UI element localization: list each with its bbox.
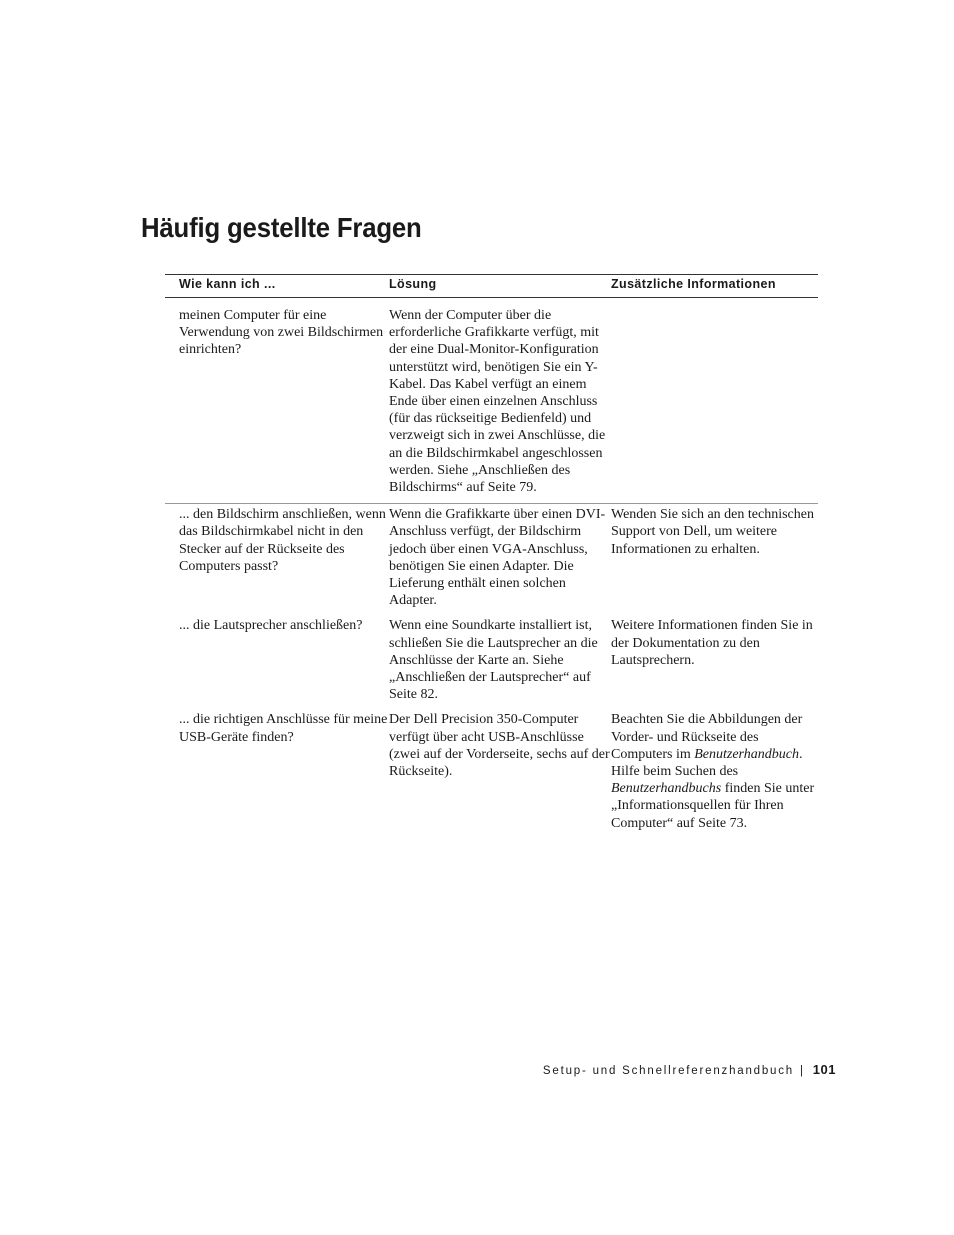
manual-title: Benutzerhandbuchs [611,781,722,797]
question-cell: meinen Computer für eine Verwendung von zwei Bildschirmen einrichten? [179,308,384,358]
faq-table [165,274,818,839]
info-text: Beachten Sie die Abbildungen der Vorder- und Rückseite des Computers im [611,712,803,762]
page-number: 101 [812,1062,836,1077]
info-cell: Weitere Informationen finden Sie in der Dokumentation zu den Lautsprechern. [611,618,813,668]
table-header-row [165,275,818,298]
column-header-solution: Lösung [389,275,611,298]
column-header-info: Zusätzliche Informationen [611,275,818,298]
column-header-question: Wie kann ich ... [165,275,389,298]
question-cell: ... den Bildschirm anschließen, wenn das Bildschirmkabel nicht in den Stecker auf der Rückseite des Computers passt? [165,504,389,617]
page-footer [543,1062,836,1077]
info-text: . Hilfe beim Suchen des [611,746,803,780]
question-cell: ... die Lautsprecher anschließen? [179,618,363,634]
solution-cell: Wenn eine Soundkarte installiert ist, schließen Sie die Lautsprecher an die Anschlüsse der Karte an. Siehe „Anschließen der Lautsprecher“ auf Seite 82. [389,618,598,703]
table-row [165,616,818,710]
info-cell [611,298,818,504]
question-cell: ... die richtigen Anschlüsse für meine USB-Geräte finden? [179,712,388,745]
info-cell: Wenden Sie sich an den technischen Support von Dell, um weitere Informationen zu erhalten. [611,504,818,617]
solution-cell: Der Dell Precision 350-Computer verfügt über acht USB-Anschlüsse (zwei auf der Vorderseite, sechs auf der Rückseite). [389,712,610,780]
footer-book-title: Setup- und Schnellreferenzhandbuch [542,1065,794,1077]
solution-cell: Wenn der Computer über die erforderliche Grafikkarte verfügt, mit der eine Dual-Monitor-Konfiguration unterstützt wird, benötigen Sie ein Y-Kabel. Das Kabel verfügt an einem Ende über einen einzelnen Anschluss (für das rückseitige Bedienfeld) und verzweigt sich in zwei Anschlüsse, die an die Bildschirmkabel angeschlossen werden. Siehe „Anschließen des Bildschirms“ auf Seite 79. [389,308,606,496]
table-row [165,710,818,838]
info-text: finden Sie unter „Informationsquellen für Ihren Computer“ auf Seite 73. [611,781,815,831]
table-row [165,298,818,504]
page-title: Häufig gestellte Fragen [141,212,422,243]
info-cell [611,710,818,838]
manual-title: Benutzerhandbuch [694,746,799,762]
table-row [165,504,818,617]
footer-separator: | [800,1065,805,1077]
solution-cell: Wenn die Grafikkarte über einen DVI-Anschluss verfügt, der Bildschirm jedoch über einen VGA-Anschluss, benötigen Sie einen Adapter. Die Lieferung enthält einen solchen Adapter. [389,504,611,617]
